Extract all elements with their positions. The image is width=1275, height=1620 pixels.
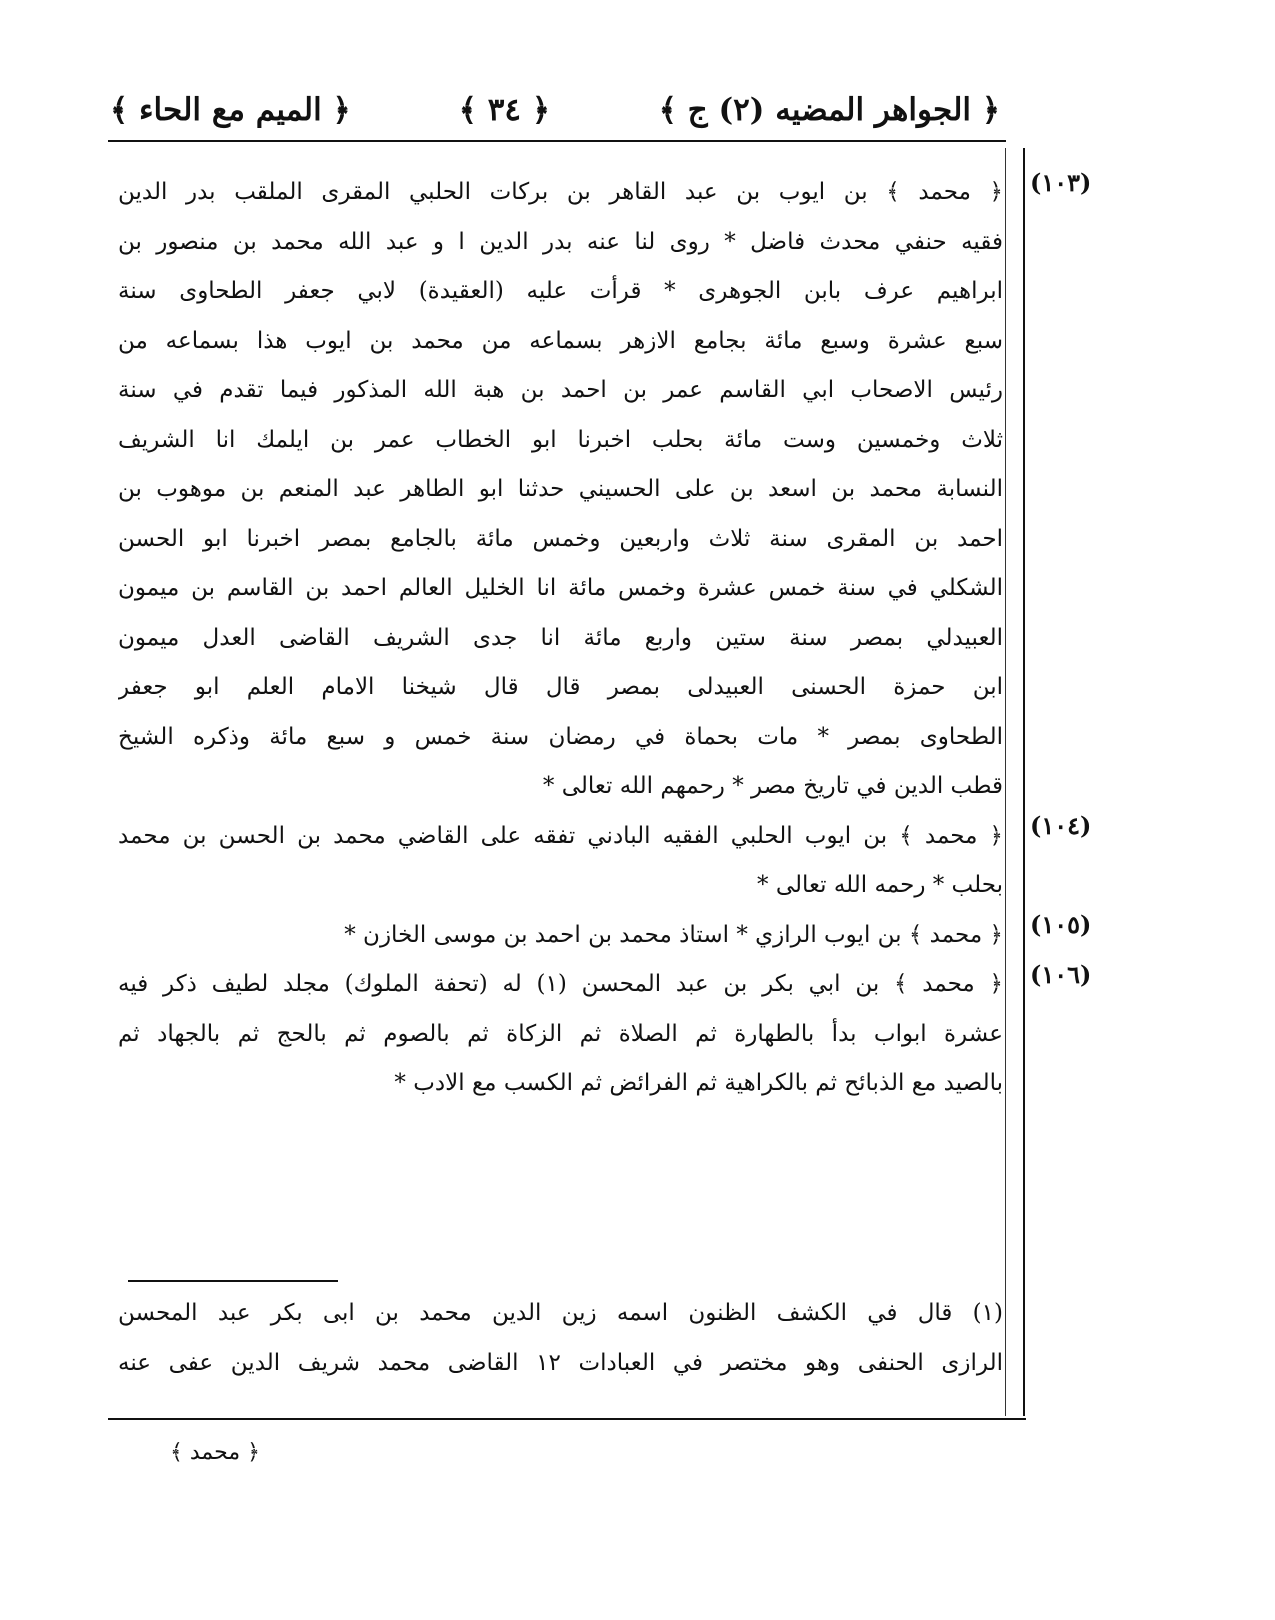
text-line: فقيه حنفي محدث فاضل * روى لنا عنه بدر الدين ا و عبد الله محمد بن منصور بن	[118, 228, 1003, 255]
text-line: رئيس الاصحاب ابي القاسم عمر بن احمد بن هبة الله المذكور فيما تقدم في سنة	[118, 377, 1003, 403]
text-line: ثلاث وخمسين وست مائة بحلب اخبرنا ابو الخطاب عمر بن ايلمك انا الشريف	[118, 426, 1003, 453]
main-text	[118, 168, 1003, 1109]
text-line: قطب الدين في تاريخ مصر * رحمهم الله تعالى *	[542, 773, 1003, 799]
text-line: عشرة ابواب بدأ بالطهارة ثم الصلاة ثم الزكاة ثم بالصوم ثم بالحج ثم بالجهاد ثم	[118, 1020, 1003, 1047]
book-title: ﴿ الجواهر المضيه (٢) ج ﴾	[658, 92, 1000, 128]
running-header	[110, 92, 1000, 132]
header-rule	[108, 140, 1006, 142]
text-line: سبع عشرة وسبع مائة بجامع الازهر بسماعه من محمد بن ايوب هذا بسماعه من	[118, 327, 1003, 354]
text-line: ﴿ محمد ﴾ بن ايوب بن عبد القاهر بن بركات الحلبي المقرى الملقب بدر الدين	[118, 179, 1003, 205]
text-line: الطحاوى بمصر * مات بحماة في رمضان سنة خمس و سبع مائة وذكره الشيخ	[118, 723, 1003, 750]
footer-rule	[108, 1418, 1026, 1420]
footnote-line: الرازى الحنفى وهو مختصر في العبادات ١٢ القاضى محمد شريف الدين عفى عنه	[118, 1350, 1003, 1376]
text-line: بحلب * رحمه الله تعالى *	[757, 872, 1003, 898]
footnote-separator	[128, 1280, 338, 1282]
text-line: ابراهيم عرف بابن الجوهرى * قرأت عليه (العقيدة) لابي جعفر الطحاوى سنة	[118, 278, 1003, 304]
entry-number-104: (١٠٤)	[1030, 811, 1092, 840]
text-line: العبيدلي بمصر سنة ستين واربع مائة انا جدى الشريف القاضى العدل ميمون	[118, 624, 1003, 651]
text-line: ﴿ محمد ﴾ بن ابي بكر بن عبد المحسن (١) له (تحفة الملوك) مجلد لطيف ذكر فيه	[118, 971, 1003, 997]
text-line: ﴿ محمد ﴾ بن ايوب الرازي * استاذ محمد بن احمد بن موسى الخازن *	[344, 921, 1003, 948]
page-number: ﴿ ٣٤ ﴾	[458, 92, 550, 128]
entry-number-105: (١٠٥)	[1030, 910, 1092, 939]
text-line: النسابة محمد بن اسعد بن على الحسيني حدثنا ابو الطاهر عبد المنعم بن موهوب بن	[118, 476, 1003, 502]
footnote-line: (١) قال في الكشف الظنون اسمه زين الدين محمد بن ابى بكر عبد المحسن	[118, 1300, 1003, 1326]
section-heading: ﴿ الميم مع الحاء ﴾	[110, 92, 351, 128]
text-line: ﴿ محمد ﴾ بن ايوب الحلبي الفقيه البادني تفقه على القاضي محمد بن الحسن بن محمد	[118, 822, 1003, 849]
text-line: احمد بن المقرى سنة ثلاث واربعين وخمس مائة بالجامع بمصر اخبرنا ابو الحسن	[118, 525, 1003, 552]
margin-rule-inner	[1005, 148, 1006, 1416]
text-line: بالصيد مع الذبائح ثم بالكراهية ثم الفرائض ثم الكسب مع الادب *	[394, 1070, 1003, 1096]
entry-number-103: (١٠٣)	[1030, 168, 1092, 197]
entry-number-106: (١٠٦)	[1030, 960, 1092, 989]
margin-rule-outer	[1023, 148, 1025, 1416]
footnote	[118, 1288, 1003, 1388]
text-line: ابن حمزة الحسنى العبيدلى بمصر قال قال شيخنا الامام العلم ابو جعفر	[118, 674, 1003, 700]
text-line: الشكلي في سنة خمس عشرة وخمس مائة انا الخليل العالم احمد بن القاسم بن ميمون	[118, 575, 1003, 601]
catchword: ﴿ محمد ﴾	[170, 1440, 261, 1465]
